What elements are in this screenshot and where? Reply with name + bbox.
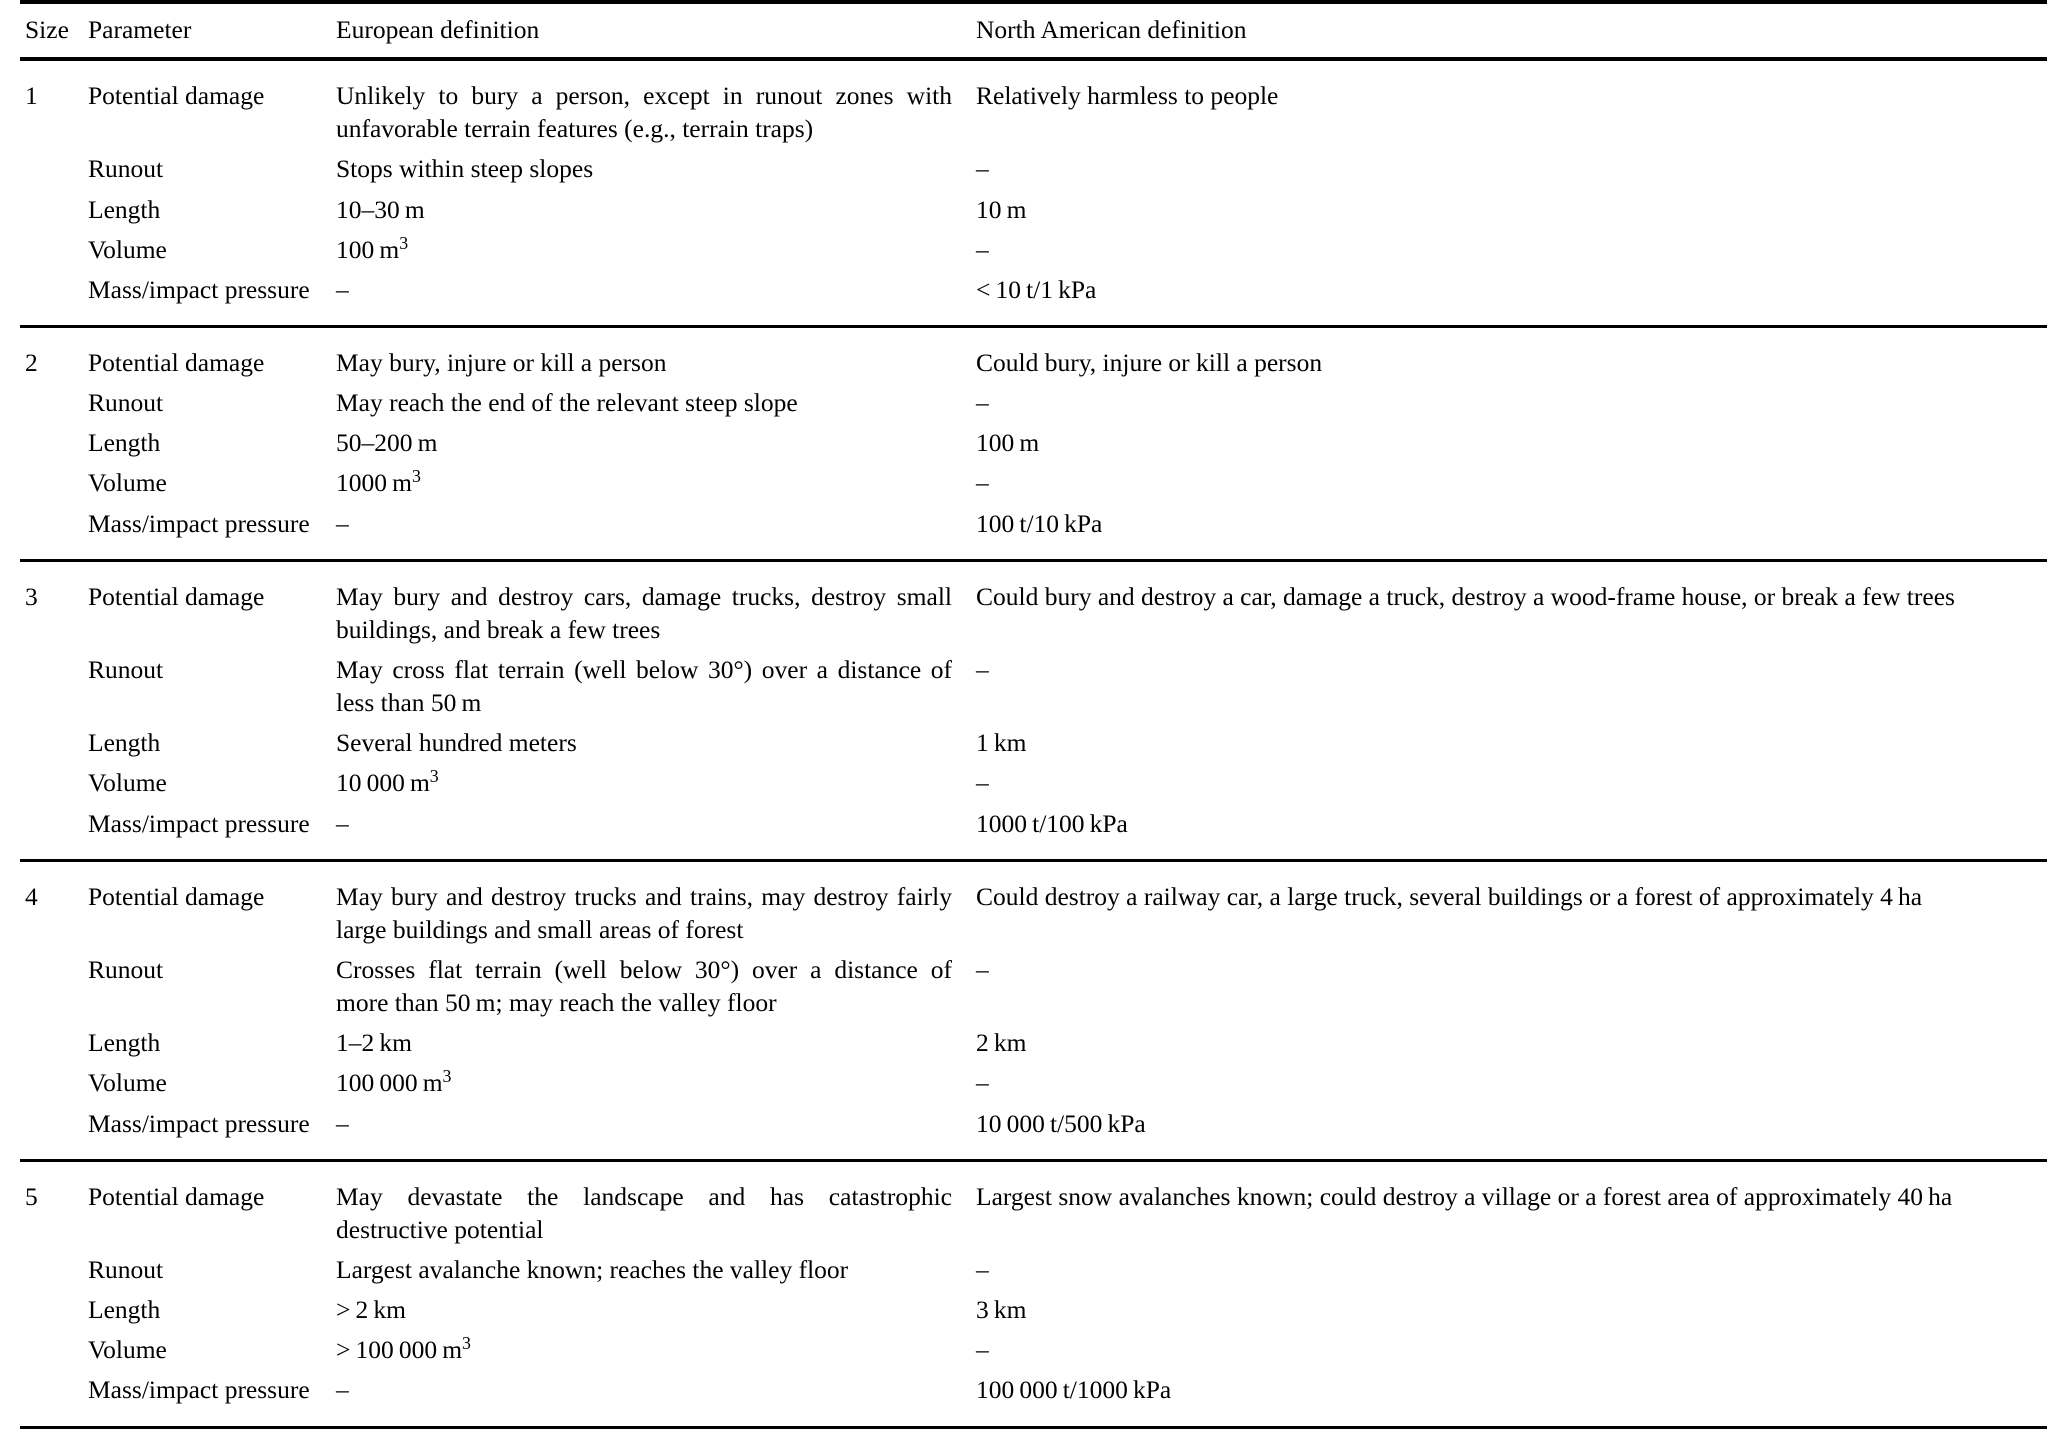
north-american-definition-cell: 1000 t/100 kPa	[976, 808, 1128, 838]
value-text: 1000 m	[336, 468, 412, 498]
parameter-cell: Potential damage	[88, 881, 265, 911]
parameter-cell: Mass/impact pressure	[88, 1375, 310, 1405]
european-definition-cell: Largest avalanche known; reaches the valley floor	[336, 1254, 849, 1284]
european-definition-cell: May bury, injure or kill a person	[336, 347, 667, 377]
european-definition-cell	[334, 231, 974, 271]
superscript-exponent: 3	[399, 232, 409, 253]
header-row	[20, 4, 2047, 59]
table-row	[20, 951, 2047, 1024]
table-row	[20, 231, 2047, 271]
european-definition-cell: May bury and destroy cars, damage trucks, destroy small buildings, and break a few trees	[336, 581, 952, 644]
block-spacer-bottom	[20, 545, 2047, 560]
table-row	[20, 651, 2047, 724]
table-row	[20, 1291, 2047, 1331]
block-spacer	[20, 61, 2047, 78]
north-american-definition-cell: –	[976, 954, 989, 984]
north-american-definition-cell: Relatively harmless to people	[976, 81, 1279, 111]
block-spacer-bottom	[20, 311, 2047, 326]
north-american-definition-cell: 2 km	[976, 1028, 1027, 1058]
parameter-cell: Volume	[88, 234, 167, 264]
north-american-definition-cell: 100 t/10 kPa	[976, 508, 1103, 538]
european-definition-cell: 1–2 km	[336, 1028, 412, 1058]
parameter-cell: Runout	[88, 954, 164, 984]
superscript-exponent: 3	[442, 1066, 452, 1087]
parameter-cell: Runout	[88, 1254, 164, 1284]
superscript-exponent: 3	[462, 1333, 471, 1354]
table-row	[20, 1105, 2047, 1145]
european-definition-cell	[334, 464, 974, 504]
avalanche-size-classification-table	[20, 0, 2047, 1429]
parameter-cell: Mass/impact pressure	[88, 274, 310, 304]
north-american-definition-cell: 1 km	[976, 728, 1027, 758]
table-row	[20, 805, 2047, 845]
table-row	[20, 578, 2047, 651]
size-cell: 5	[25, 1181, 38, 1211]
european-definition-cell: 50–200 m	[336, 428, 438, 458]
north-american-definition-cell: –	[976, 1254, 989, 1284]
header-north-american: North American definition	[976, 15, 1247, 44]
parameter-cell: Length	[88, 428, 161, 458]
european-definition-cell: May devastate the landscape and has catastrophic destructive potential	[336, 1181, 952, 1244]
value-text: 100 000 m	[336, 1068, 443, 1098]
north-american-definition-cell: –	[976, 154, 989, 184]
parameter-cell: Mass/impact pressure	[88, 808, 310, 838]
north-american-definition-cell: Largest snow avalanches known; could destroy a village or a forest area of approximately 40 ha	[976, 1181, 1953, 1211]
european-definition-cell: May cross flat terrain (well below 30°) over a distance of less than 50 m	[336, 654, 952, 718]
table-row	[20, 271, 2047, 311]
parameter-cell: Potential damage	[88, 347, 265, 377]
superscript-exponent: 3	[411, 466, 421, 487]
european-definition-cell: Several hundred meters	[336, 728, 577, 758]
north-american-definition-cell: 3 km	[976, 1295, 1027, 1325]
north-american-definition-cell: –	[976, 388, 989, 418]
north-american-definition-cell: –	[976, 234, 989, 264]
european-definition-cell: Unlikely to bury a person, except in runout zones with unfavorable terrain features (e.g., terrain traps)	[336, 81, 952, 144]
north-american-definition-cell: 100 m	[976, 428, 1040, 458]
superscript-exponent: 3	[429, 766, 439, 787]
european-definition-cell: May reach the end of the relevant steep slope	[336, 388, 798, 418]
value-text: > 100 000 m	[336, 1335, 463, 1365]
parameter-cell: Length	[88, 1028, 161, 1058]
header-size: Size	[25, 15, 69, 44]
parameter-cell: Runout	[88, 154, 164, 184]
european-definition-cell: Crosses flat terrain (well below 30°) over a distance of more than 50 m; may reach the valley floor	[336, 954, 952, 1018]
value-text: 100 m	[336, 234, 400, 264]
table-header	[20, 2, 2047, 61]
table-row	[20, 424, 2047, 464]
parameter-cell: Mass/impact pressure	[88, 1108, 310, 1138]
table-row	[20, 344, 2047, 384]
north-american-definition-cell: –	[976, 768, 989, 798]
european-definition-cell	[334, 1064, 974, 1104]
table-row	[20, 1251, 2047, 1291]
european-definition-cell: Stops within steep slopes	[336, 154, 594, 184]
block-spacer-bottom	[20, 845, 2047, 860]
table-row	[20, 1178, 2047, 1251]
table-row	[20, 1064, 2047, 1104]
block-spacer-bottom	[20, 1145, 2047, 1160]
parameter-cell: Volume	[88, 1068, 167, 1098]
table-row	[20, 1371, 2047, 1411]
parameter-cell: Length	[88, 728, 161, 758]
table-row	[20, 77, 2047, 150]
table-row	[20, 505, 2047, 545]
parameter-cell: Runout	[88, 654, 164, 684]
north-american-definition-cell: 100 000 t/1000 kPa	[976, 1375, 1172, 1405]
north-american-definition-cell: –	[976, 1068, 989, 1098]
european-definition-cell: –	[336, 508, 349, 538]
european-definition-cell: –	[336, 808, 349, 838]
table-row	[20, 464, 2047, 504]
size-cell: 1	[25, 81, 38, 111]
parameter-cell: Length	[88, 194, 161, 224]
north-american-definition-cell: –	[976, 1335, 989, 1365]
north-american-definition-cell: Could destroy a railway car, a large truck, several buildings or a forest of approximately 4 ha	[976, 881, 1923, 911]
european-definition-cell: –	[336, 1108, 349, 1138]
north-american-definition-cell: –	[976, 468, 989, 498]
block-spacer	[20, 561, 2047, 578]
table-body	[20, 61, 2047, 1428]
european-definition-cell	[334, 1331, 974, 1371]
european-definition-cell: > 2 km	[336, 1295, 406, 1325]
parameter-cell: Mass/impact pressure	[88, 508, 310, 538]
block-spacer-bottom	[20, 1412, 2047, 1427]
parameter-cell: Potential damage	[88, 581, 265, 611]
size-cell: 2	[25, 347, 38, 377]
european-definition-cell	[334, 764, 974, 804]
table-row	[20, 764, 2047, 804]
north-american-definition-cell: 10 000 t/500 kPa	[976, 1108, 1146, 1138]
european-definition-cell: –	[336, 1375, 349, 1405]
north-american-definition-cell: < 10 t/1 kPa	[976, 274, 1097, 304]
size-cell: 4	[25, 881, 38, 911]
table-row	[20, 724, 2047, 764]
parameter-cell: Potential damage	[88, 1181, 265, 1211]
european-definition-cell: 10–30 m	[336, 194, 425, 224]
block-spacer	[20, 327, 2047, 344]
header-parameter: Parameter	[88, 15, 192, 44]
north-american-definition-cell: Could bury, injure or kill a person	[976, 347, 1323, 377]
north-american-definition-cell: –	[976, 654, 989, 684]
table-row	[20, 191, 2047, 231]
european-definition-cell: May bury and destroy trucks and trains, may destroy fairly large buildings and small areas of forest	[336, 881, 952, 944]
north-american-definition-cell: 10 m	[976, 194, 1027, 224]
parameter-cell: Runout	[88, 388, 164, 418]
table-row	[20, 384, 2047, 424]
parameter-cell: Volume	[88, 1335, 167, 1365]
size-cell: 3	[25, 581, 38, 611]
parameter-cell: Length	[88, 1295, 161, 1325]
bottom-rule	[20, 1427, 2047, 1429]
block-spacer	[20, 861, 2047, 878]
block-spacer	[20, 1161, 2047, 1178]
table-row	[20, 878, 2047, 951]
parameter-cell: Volume	[88, 468, 167, 498]
table-row	[20, 1024, 2047, 1064]
european-definition-cell: –	[336, 274, 349, 304]
north-american-definition-cell: Could bury and destroy a car, damage a truck, destroy a wood-frame house, or break a few trees	[976, 581, 1955, 611]
value-text: 10 000 m	[336, 768, 430, 798]
table-row	[20, 150, 2047, 190]
header-european: European definition	[336, 15, 540, 44]
table-row	[20, 1331, 2047, 1371]
parameter-cell: Volume	[88, 768, 167, 798]
parameter-cell: Potential damage	[88, 81, 265, 111]
